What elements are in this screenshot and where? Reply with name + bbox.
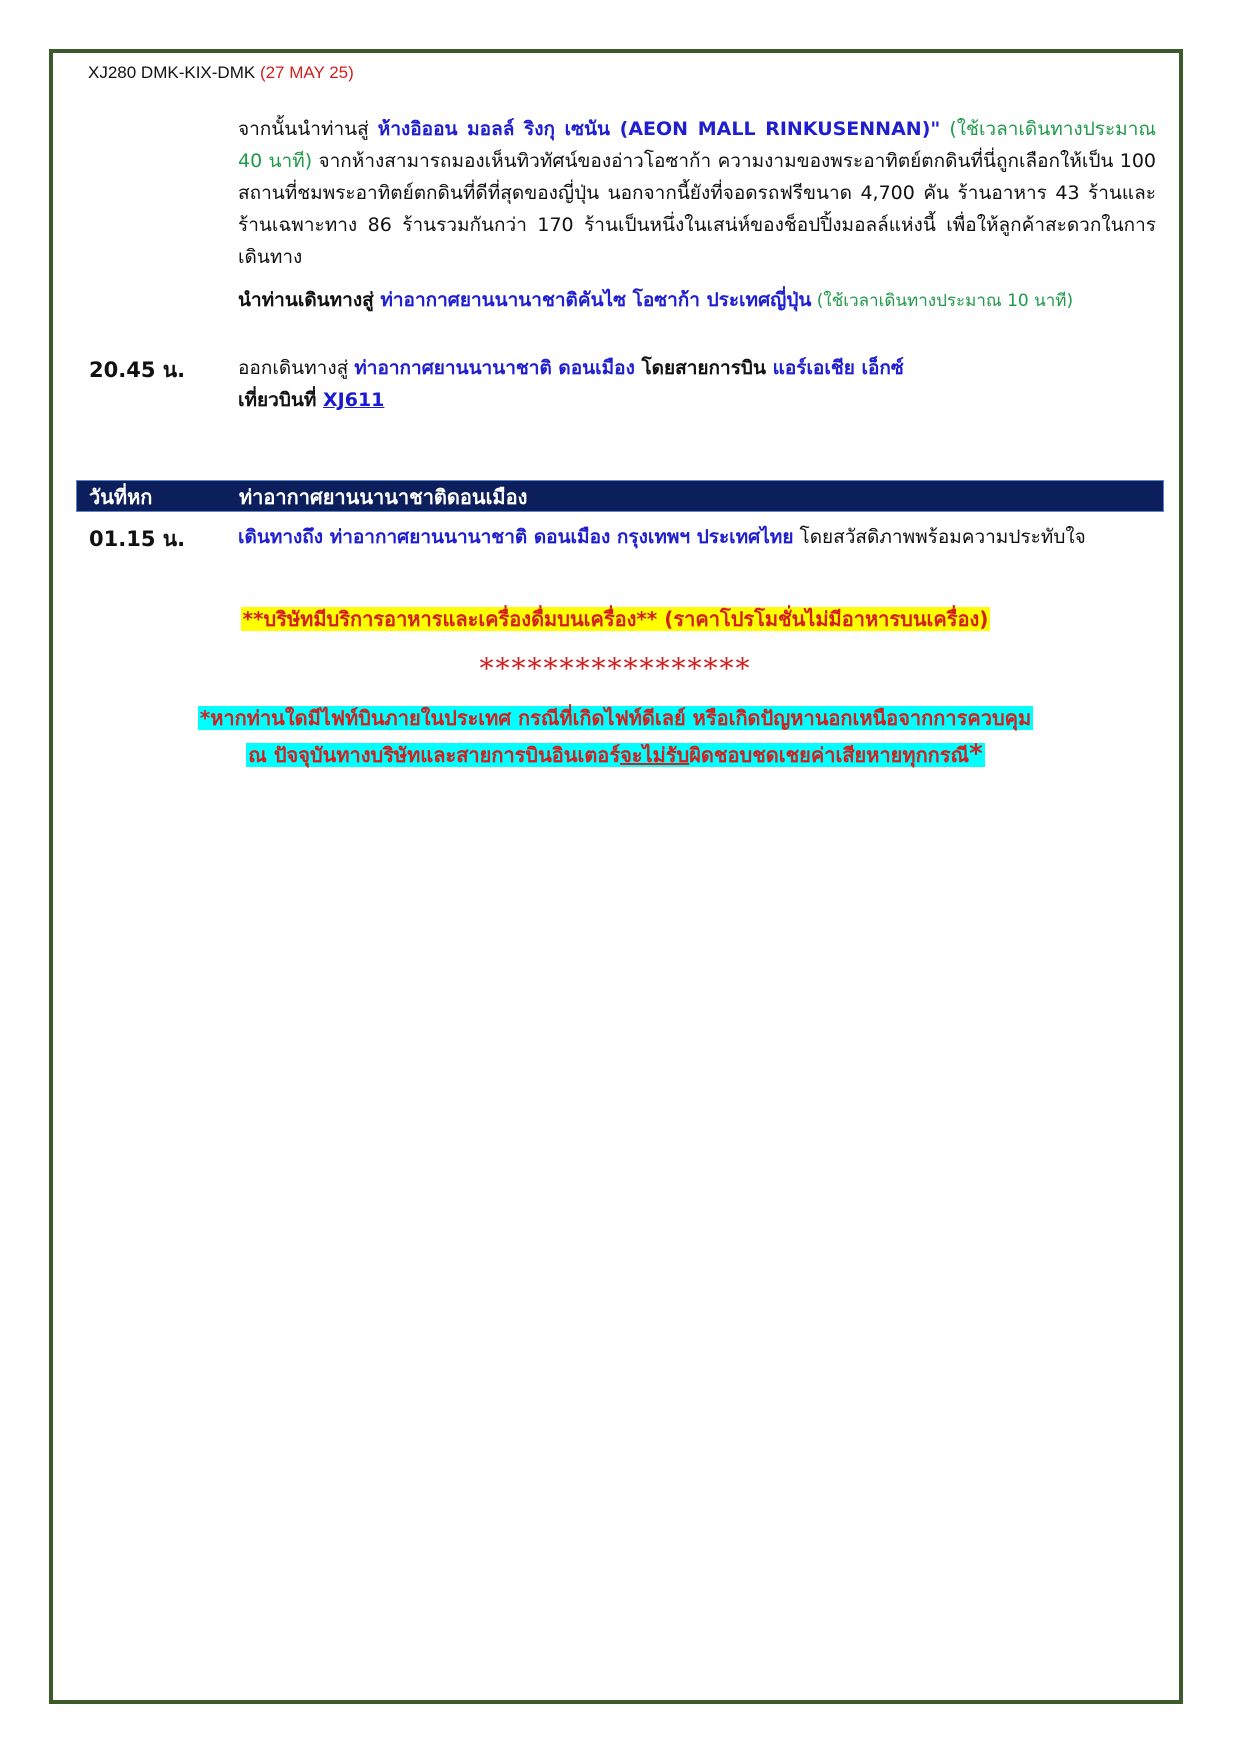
dep-place: ท่าอากาศยานนานาชาติ ดอนเมือง xyxy=(354,357,635,379)
warning-text-2 xyxy=(246,739,984,769)
meal-note xyxy=(60,603,1171,635)
warning-line-1 xyxy=(60,702,1171,734)
tour-code: XJ280 DMK-KIX-DMK xyxy=(88,63,256,82)
p1-duration: (ใช้เวลาเดินทางประมาณ 40 นาที) xyxy=(238,118,1156,172)
p2-lead: นำท่านเดินทางสู่ xyxy=(238,289,381,311)
warning-2b: ผิดชอบชดเชยค่าเสียหายทุกกรณี xyxy=(689,743,970,767)
doc-header xyxy=(88,63,354,83)
p1-body: จากห้างสามารถมองเห็นทิวทัศน์ของอ่าวโอซาก้า ความงามของพระอาทิตย์ตกดินที่นี่ถูกเลือกให้เป็น 100 สถานที่ชมพระอาทิตย์ตกดินที่ดีที่สุดของญี่ปุ่น นอกจากนี้ยังที่จอดรถฟรีขนาด 4,700 คัน ร้านอาหาร 43 ร้านและร้านเฉพาะทาง 86 ร้านรวมกันกว่า 170 ร้านเป็นหนึ่งในเสน่ห์ของช็อปปิ้งมอลล์แห่งนี้ เพื่อให้ลูกค้าสะดวกในการเดินทาง xyxy=(238,150,1157,268)
tour-date: (27 MAY 25) xyxy=(259,63,354,82)
stars-divider xyxy=(60,652,1171,685)
aeon-mall-paragraph xyxy=(238,113,1156,273)
flight-label: เที่ยวบินที่ xyxy=(238,389,324,411)
day-header-bar xyxy=(76,480,1164,512)
warning-2a: ณ ปัจจุบันทางบริษัทและสายการบินอินเตอร์ xyxy=(248,743,621,767)
arr-place: เดินทางถึง ท่าอากาศยานนานาชาติ ดอนเมือง กรุงเทพฯ ประเทศไทย xyxy=(238,526,794,548)
arr-rest: โดยสวัสดิภาพพร้อมความประทับใจ xyxy=(793,526,1086,548)
flight-number-link[interactable]: XJ611 xyxy=(323,389,385,411)
departure-paragraph xyxy=(238,352,1156,416)
p2-duration: (ใช้เวลาเดินทางประมาณ 10 นาที) xyxy=(811,291,1074,311)
warning-2-underlined: จะไม่รับ xyxy=(620,743,690,767)
meal-note-text: **บริษัทมีบริการอาหารและเครื่องดื่มบนเครื่อง** (ราคาโปรโมชั่นไม่มีอาหารบนเครื่อง) xyxy=(242,607,989,631)
p2-place: ท่าอากาศยานนานาชาติคันไซ โอซาก้า ประเทศญี่ปุ่น xyxy=(380,289,812,311)
dep-mid: โดยสายการบิน xyxy=(634,357,773,379)
stars-text: ***************** xyxy=(479,652,752,685)
kansai-paragraph xyxy=(238,284,1156,317)
dep-airline: แอร์เอเชีย เอ็กซ์ xyxy=(772,357,904,379)
dep-lead: ออกเดินทางสู่ xyxy=(238,357,355,379)
day-label: วันที่หก xyxy=(89,485,153,509)
warning-text-1: *หากท่านใดมีไฟท์บินภายในประเทศ กรณีที่เกิดไฟท์ดีเลย์ หรือเกิดปัญหานอกเหนือจากการควบคุม xyxy=(199,706,1032,730)
arrival-paragraph xyxy=(238,521,1098,553)
warning-line-2 xyxy=(60,739,1171,771)
p1-lead: จากนั้นนำท่านสู่ xyxy=(238,118,378,140)
p1-place: ห้างอิออน มอลล์ ริงกุ เซนัน (AEON MALL RINKUSENNAN)" xyxy=(377,118,941,140)
arrival-time: 01.15 น. xyxy=(89,527,186,551)
departure-time: 20.45 น. xyxy=(89,358,186,382)
warning-2-star: * xyxy=(969,739,983,769)
day-title: ท่าอากาศยานนานาชาติดอนเมือง xyxy=(239,485,528,509)
